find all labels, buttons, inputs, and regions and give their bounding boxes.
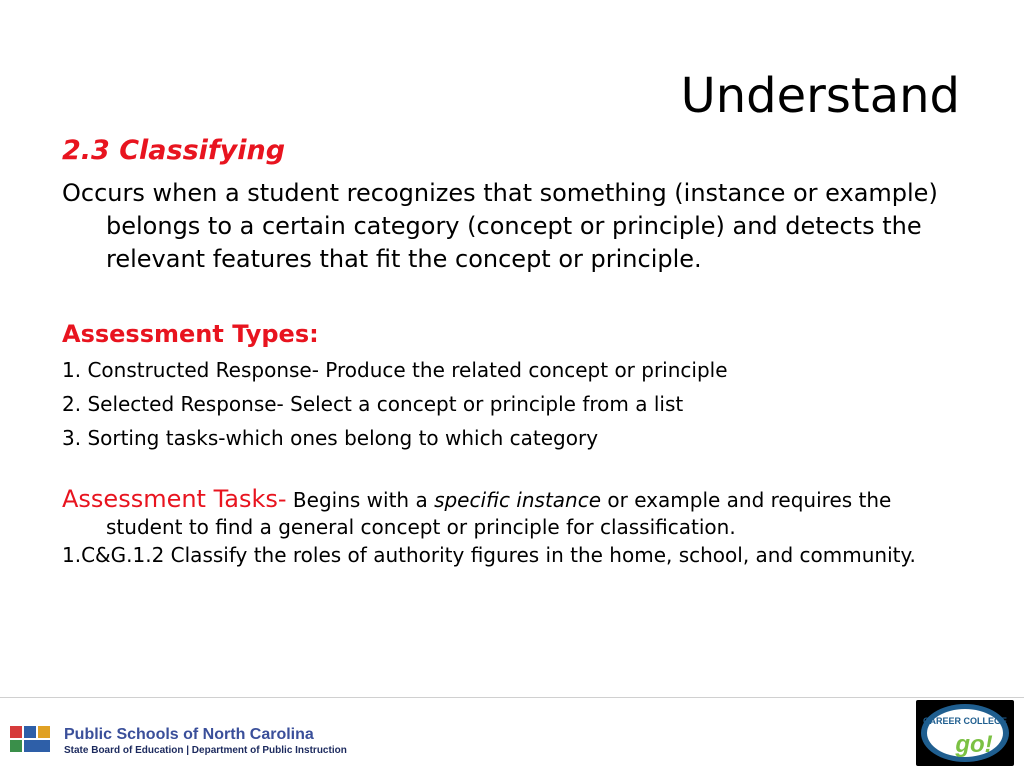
footer — [0, 697, 1024, 768]
career-college-logo — [916, 700, 1014, 766]
assessment-type-item: 2. Selected Response- Select a concept or principle from a list — [62, 392, 684, 416]
badge-go-text: go! — [955, 731, 993, 758]
assessment-tasks-lead: Assessment Tasks- — [62, 485, 287, 513]
definition-paragraph: Occurs when a student recognizes that something (instance or example) belongs to a certain category (concept or principle) and detects the relevant features that fit the concept or principle. — [62, 179, 938, 273]
footer-text — [64, 726, 347, 758]
assessment-type-item: 1. Constructed Response- Produce the related concept or principle — [62, 358, 728, 382]
assessment-tasks-paragraph — [62, 486, 962, 541]
footer-department: State Board of Education | Department of Public Instruction — [64, 745, 347, 756]
slide-content — [62, 133, 962, 575]
footer-organization: Public Schools of North Carolina — [64, 726, 314, 743]
objective-example: 1.C&G.1.2 Classify the roles of authority figures in the home, school, and community. — [62, 543, 916, 567]
slide-title: Understand — [680, 68, 960, 124]
assessment-tasks-emphasis: specific instance — [434, 488, 602, 512]
badge-top-text: CAREER COLLEGE — [922, 716, 1008, 726]
nc-dpi-logo-icon — [8, 720, 54, 760]
subtitle: 2.3 Classifying — [62, 135, 286, 166]
assessment-tasks-text-after: or example and requires the student to find a general concept or principle for classification. — [106, 488, 892, 539]
assessment-type-item: 3. Sorting tasks-which ones belong to which category — [62, 426, 599, 450]
assessment-types-heading: Assessment Types: — [62, 320, 319, 348]
assessment-tasks-text-before: Begins with a — [286, 488, 435, 512]
